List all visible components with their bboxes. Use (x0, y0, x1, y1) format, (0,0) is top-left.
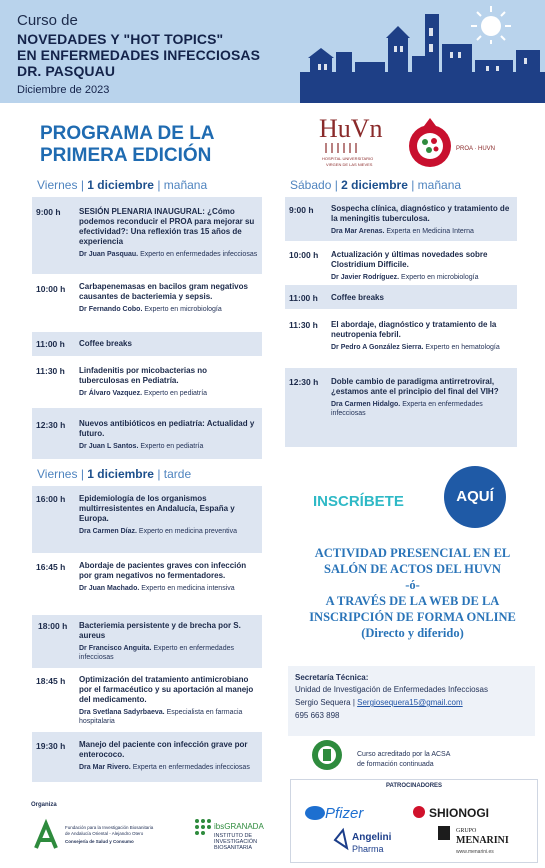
program-title (40, 123, 260, 167)
ibs-granada-logo (192, 816, 282, 852)
technical-secretariat-box: Secretaría Técnica: Unidad de Investigación de Enfermedades Infecciosas Sergio Sequera | Sergiosequera15@gmail.com 695 663 898 (288, 666, 535, 736)
title-line3: DR. PASQUAU (17, 63, 116, 79)
session-row: 16:00 h Epidemiología de los organismos multirresistentes en Andalucía, España y Europa. Dra Carmen Díaz. Experto en medicina preventiva (32, 486, 262, 553)
session-row: 9:00 h SESIÓN PLENARIA INAUGURAL: ¿Cómo podemos reconducir el PROA para mejorar su efectividad?: Una reflexión tras 15 años de experiencia Dr Juan Pasquau. Experto en enfermedades infecciosas (32, 197, 262, 274)
angelini-logo-icon (335, 830, 347, 848)
sponsor-logos (291, 780, 539, 864)
svg-text:Consejería de Salud y Consumo: Consejería de Salud y Consumo (65, 839, 134, 844)
svg-text:de Andalucía Oriental - Alejan: de Andalucía Oriental - Alejandro Otero (65, 831, 144, 836)
menarini-logo: MENARINI (456, 835, 509, 846)
title-line1: NOVEDADES Y "HOT TOPICS" (17, 31, 224, 47)
sponsors-box: PATROCINADORES Pfizer SHIONOGI Angelini Pharma GRUPO MENARINI www.menarini.es (290, 779, 538, 863)
session-row: 11:30 h Linfadenitis por micobacterias no tuberculosas en Pediatría. Dr Álvaro Vazquez. Experto en pediatría (36, 366, 208, 397)
huvn-logo-sub1: HOSPITAL UNIVERSITARIO (322, 156, 374, 161)
huvn-logo-text: HuVn (319, 114, 383, 143)
svg-text:BIOSANITARIA: BIOSANITARIA (214, 845, 253, 851)
huvn-logo-sub2: VIRGEN DE LAS NIEVES (326, 162, 373, 167)
title-line2: EN ENFERMEDADES INFECCIOSAS (17, 47, 261, 63)
program-title-line2: PRIMERA EDICIÓN (40, 145, 212, 166)
shionogi-logo: SHIONOGI (429, 806, 490, 820)
session-row: 18:00 h Bacteriemia persistente y de brecha por S. aureus Dr Francisco Anguita. Experto en enfermedades infecciosas (32, 615, 262, 668)
program-title-line1: PROGRAMA DE LA (40, 123, 215, 144)
course-label: Curso de (17, 12, 78, 29)
friday-morning-schedule (32, 197, 262, 459)
menarini-url: www.menarini.es (456, 849, 494, 855)
session-row: 12:30 h Doble cambio de paradigma antirretroviral, ¿estamos ante el principio del final del VIH? Dra Carmen Hidalgo. Experta en enfermedades infecciosas (285, 368, 517, 447)
acsa-accreditation: Curso acreditado por la ACSA de formación continuada (357, 751, 451, 768)
activity-info: ACTIVIDAD PRESENCIAL EN EL SALÓN DE ACTOS DEL HUVN -ó- A TRAVÉS DE LA WEB DE LA INSCRIPCIÓN DE FORMA ONLINE (Directo y diferido) (309, 546, 516, 640)
session-row: 19:30 h Manejo del paciente con infección grave por enterococo. Dra Mar Rivero. Experta en enfermedades infecciosas (32, 732, 262, 782)
session-row: 16:45 h Abordaje de pacientes graves con infección por gram negativos no fermentadores. Dr Juan Machado. Experto en medicina intensiva (36, 561, 247, 592)
saturday-morning-schedule (285, 197, 517, 447)
fibao-logo (32, 818, 172, 852)
svg-text:Fundación para la Investigació: Fundación para la Investigación Biosanitaria (65, 825, 154, 830)
header-banner (0, 0, 545, 103)
svg-text:ibsGRANADA: ibsGRANADA (214, 822, 264, 831)
session-row: 11:30 h El abordaje, diagnóstico y tratamiento de la neutropenia febril. Dr Pedro A González Sierra. Experto en hematología (289, 320, 500, 351)
pfizer-logo: Pfizer (325, 805, 364, 822)
session-row: 10:00 h Actualización y últimas novedades sobre Clostridium Difficile. Dr Javier Rodríguez. Experto en microbiología (289, 250, 488, 281)
session-row: 9:00 h Sospecha clínica, diagnóstico y tratamiento de la meningitis tuberculosa. Dra Mar Arenas. Experta en Medicina Interna (285, 197, 517, 241)
proa-logo-text: PROA · HUVN (456, 146, 496, 152)
contact-phone: 695 663 898 (295, 711, 340, 720)
shionogi-logo-icon (413, 806, 425, 818)
session-row: 10:00 h Carbapenemasas en bacilos gram negativos causantes de bacteriemia y sepsis. Dr Fernando Cobo. Experto en microbiología (36, 282, 248, 313)
proa-pomegranate-logo (408, 114, 498, 170)
register-cta-text[interactable]: INSCRÍBETE (313, 493, 404, 510)
menarini-group-text: GRUPO (456, 828, 477, 834)
saturday-morning-heading: Sábado | 2 diciembre | mañana (290, 178, 462, 192)
granada-skyline-illustration (300, 14, 545, 103)
svg-text:INVESTIGACIÓN: INVESTIGACIÓN (214, 839, 258, 845)
course-date: Diciembre de 2023 (17, 84, 110, 96)
session-row: 18:45 h Optimización del tratamiento antimicrobiano por el farmacéutico y su aportación al manejo del medicamento. Dra Svetlana Sadyrbaeva. Especialista en farmacia hospitalaria (36, 675, 254, 725)
session-row: 11:00 h Coffee breaks (32, 332, 262, 356)
contact-email-link[interactable]: Sergiosequera15@gmail.com (357, 698, 463, 707)
course-title (17, 31, 260, 79)
acsa-logo (310, 738, 344, 772)
friday-afternoon-schedule (32, 486, 262, 796)
friday-morning-heading: Viernes | 1 diciembre | mañana (37, 178, 208, 192)
svg-text:INSTITUTO DE: INSTITUTO DE (214, 833, 253, 839)
register-here-button[interactable]: AQUÍ (444, 466, 506, 528)
menarini-logo-icon (438, 826, 450, 840)
angelini-pharma-text: Pharma (352, 844, 384, 854)
angelini-logo: Angelini (352, 832, 392, 843)
organiza-label: Organiza (31, 802, 57, 808)
friday-afternoon-heading: Viernes | 1 diciembre | tarde (37, 467, 192, 481)
pfizer-logo-icon (305, 806, 325, 820)
session-row: 11:00 h Coffee breaks (285, 285, 517, 309)
huvn-logo (316, 111, 384, 169)
session-row: 12:30 h Nuevos antibióticos en pediatría: Actualidad y futuro. Dr Juan L Santos. Experto en pediatría (32, 408, 262, 459)
